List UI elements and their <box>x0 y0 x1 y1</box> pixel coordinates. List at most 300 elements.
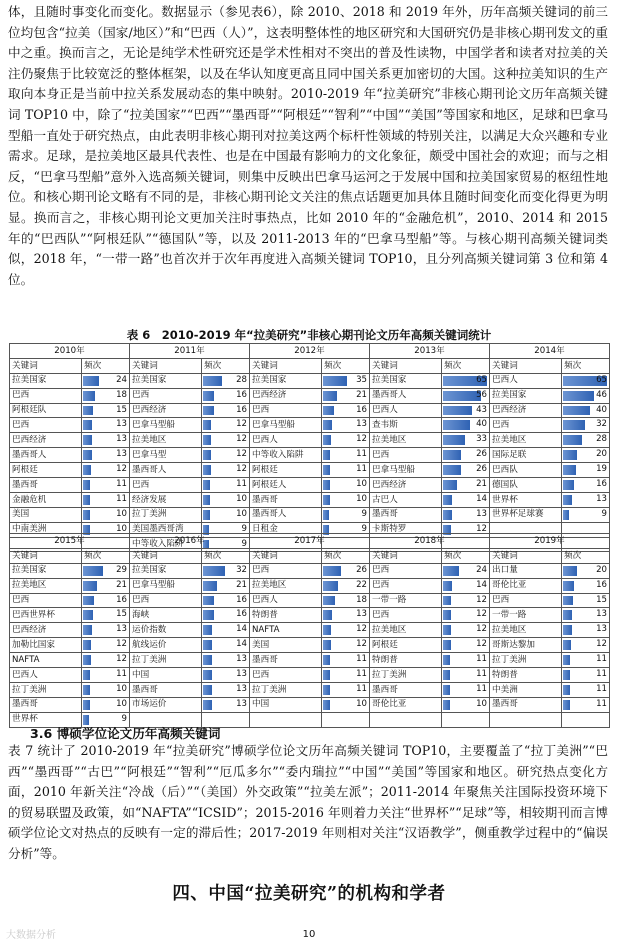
keyword-cell: 拉美地区 <box>370 433 442 448</box>
frequency-cell <box>322 623 370 638</box>
frequency-bar <box>83 495 90 505</box>
table-row <box>10 403 610 418</box>
table-row <box>10 492 610 507</box>
frequency-bar <box>443 700 450 710</box>
frequency-bar <box>83 581 97 591</box>
frequency-cell <box>322 682 370 697</box>
frequency-bar <box>323 406 334 416</box>
frequency-bar <box>323 596 335 606</box>
keyword-cell: 巴西 <box>250 668 322 683</box>
frequency-value: 11 <box>236 479 247 490</box>
frequency-cell <box>202 563 250 578</box>
frequency-cell <box>202 448 250 463</box>
keyword-cell: 世界杯 <box>10 712 82 727</box>
keyword-cell: 巴西人 <box>10 668 82 683</box>
frequency-bar <box>443 566 459 576</box>
frequency-cell <box>442 697 490 712</box>
keyword-cell: 拉美地区 <box>10 578 82 593</box>
frequency-bar <box>563 480 574 490</box>
frequency-cell <box>562 478 610 493</box>
frequency-cell <box>82 463 130 478</box>
keyword-cell: 特朗普 <box>370 653 442 668</box>
frequency-cell <box>562 653 610 668</box>
page-number: 10 <box>302 929 316 940</box>
keyword-cell: 巴西经济 <box>130 403 202 418</box>
frequency-value: 14 <box>476 493 487 504</box>
keyword-cell: 拉美国家 <box>490 388 562 403</box>
frequency-column-header: 频次 <box>442 548 490 563</box>
frequency-value: 12 <box>476 639 487 650</box>
frequency-cell <box>82 403 130 418</box>
frequency-cell <box>562 563 610 578</box>
year-header: 2019年 <box>490 534 610 549</box>
frequency-value: 12 <box>236 434 247 445</box>
frequency-bar <box>83 450 92 460</box>
frequency-bar <box>83 465 91 475</box>
frequency-cell <box>562 463 610 478</box>
frequency-bar <box>323 391 337 401</box>
keyword-table-2015-2019 <box>9 533 610 728</box>
frequency-value: 16 <box>596 579 607 590</box>
frequency-cell <box>82 448 130 463</box>
frequency-cell <box>82 653 130 668</box>
frequency-cell <box>562 697 610 712</box>
frequency-cell <box>562 578 610 593</box>
frequency-value: 11 <box>116 479 127 490</box>
frequency-cell <box>82 623 130 638</box>
frequency-value: 11 <box>596 683 607 694</box>
frequency-bar <box>563 700 570 710</box>
frequency-bar <box>443 610 451 620</box>
keyword-cell: 拉美国家 <box>370 373 442 388</box>
table-row <box>10 388 610 403</box>
frequency-value: 12 <box>236 419 247 430</box>
keyword-cell: 拉美国家 <box>130 563 202 578</box>
keyword-cell: 市场运价 <box>130 697 202 712</box>
frequency-cell <box>82 433 130 448</box>
keyword-cell: 巴西 <box>370 578 442 593</box>
frequency-value: 12 <box>356 639 367 650</box>
frequency-bar <box>323 376 347 386</box>
year-header: 2017年 <box>250 534 370 549</box>
frequency-bar <box>323 510 329 520</box>
frequency-bar <box>83 655 91 665</box>
frequency-cell <box>322 433 370 448</box>
keyword-cell: 海峡 <box>130 608 202 623</box>
keyword-cell: 阿根廷 <box>370 638 442 653</box>
keyword-table-2010-2014 <box>9 343 610 552</box>
frequency-bar <box>323 581 338 591</box>
keyword-cell: 墨西哥人 <box>10 448 82 463</box>
frequency-cell <box>82 478 130 493</box>
frequency-value: 32 <box>596 419 607 430</box>
frequency-cell <box>82 492 130 507</box>
frequency-bar <box>323 700 330 710</box>
frequency-value: 10 <box>116 683 127 694</box>
frequency-column-header: 频次 <box>562 358 610 373</box>
frequency-cell <box>322 608 370 623</box>
keyword-cell: 墨西哥人 <box>130 463 202 478</box>
frequency-value: 9 <box>361 523 367 534</box>
frequency-cell <box>562 682 610 697</box>
frequency-bar <box>203 420 211 430</box>
frequency-cell <box>322 418 370 433</box>
keyword-cell: 巴西经济 <box>370 478 442 493</box>
keyword-column-header: 关键词 <box>250 548 322 563</box>
frequency-cell <box>562 638 610 653</box>
frequency-value: 12 <box>356 434 367 445</box>
frequency-cell <box>202 593 250 608</box>
frequency-bar <box>203 480 210 490</box>
frequency-bar <box>563 625 572 635</box>
frequency-cell <box>322 463 370 478</box>
frequency-cell <box>202 682 250 697</box>
keyword-cell: 中国 <box>250 697 322 712</box>
keyword-cell: 巴西人 <box>370 403 442 418</box>
frequency-bar <box>323 420 332 430</box>
keyword-cell: 巴西 <box>130 593 202 608</box>
frequency-value: 65 <box>476 374 487 385</box>
frequency-cell <box>322 478 370 493</box>
frequency-value: 9 <box>241 523 247 534</box>
keyword-cell: 墨西哥 <box>490 697 562 712</box>
frequency-value: 14 <box>236 624 247 635</box>
frequency-value: 24 <box>476 564 487 575</box>
keyword-cell: 中国 <box>130 668 202 683</box>
empty-cell <box>370 712 442 727</box>
frequency-cell <box>82 578 130 593</box>
frequency-cell <box>442 388 490 403</box>
frequency-bar <box>203 465 211 475</box>
frequency-value: 11 <box>476 683 487 694</box>
frequency-value: 32 <box>236 564 247 575</box>
frequency-cell <box>442 608 490 623</box>
frequency-value: 12 <box>596 639 607 650</box>
keyword-cell: 卡斯特罗 <box>370 522 442 537</box>
frequency-cell <box>82 638 130 653</box>
frequency-bar <box>83 596 94 606</box>
frequency-column-header: 频次 <box>442 358 490 373</box>
keyword-cell: 巴西 <box>370 563 442 578</box>
frequency-bar <box>83 685 90 695</box>
keyword-cell: 美国墨西哥湾 <box>130 522 202 537</box>
frequency-bar <box>563 610 572 620</box>
frequency-value: 20 <box>596 564 607 575</box>
frequency-value: 46 <box>596 389 607 400</box>
frequency-bar <box>203 685 212 695</box>
frequency-cell <box>322 638 370 653</box>
keyword-cell: 墨西哥 <box>370 507 442 522</box>
frequency-cell <box>442 492 490 507</box>
frequency-value: 22 <box>356 579 367 590</box>
frequency-value: 10 <box>356 479 367 490</box>
frequency-value: 11 <box>476 669 487 680</box>
frequency-value: 13 <box>116 419 127 430</box>
keyword-column-header: 关键词 <box>370 548 442 563</box>
empty-cell <box>322 712 370 727</box>
frequency-bar <box>323 480 330 490</box>
keyword-cell: 拉美国家 <box>10 373 82 388</box>
keyword-cell: 阿根廷人 <box>250 478 322 493</box>
frequency-value: 13 <box>116 434 127 445</box>
keyword-cell: 巴西经济 <box>10 623 82 638</box>
keyword-cell: 拉美地区 <box>130 433 202 448</box>
year-header: 2011年 <box>130 344 250 359</box>
frequency-value: 16 <box>356 404 367 415</box>
frequency-value: 11 <box>356 449 367 460</box>
frequency-bar <box>83 625 92 635</box>
chapter-title: 四、中国“拉美研究”的机构和学者 <box>172 884 446 904</box>
frequency-bar <box>203 700 212 710</box>
frequency-cell <box>322 593 370 608</box>
frequency-bar <box>323 450 330 460</box>
frequency-value: 12 <box>476 594 487 605</box>
frequency-bar <box>443 640 451 650</box>
frequency-cell <box>562 448 610 463</box>
frequency-value: 14 <box>476 579 487 590</box>
keyword-column-header: 关键词 <box>490 548 562 563</box>
table-row <box>10 507 610 522</box>
frequency-bar <box>563 495 572 505</box>
frequency-cell <box>202 478 250 493</box>
frequency-value: 12 <box>356 624 367 635</box>
keyword-cell: 墨西哥 <box>10 478 82 493</box>
keyword-cell: 运价指数 <box>130 623 202 638</box>
frequency-bar <box>203 566 225 576</box>
frequency-value: 21 <box>356 389 367 400</box>
frequency-bar <box>203 596 214 606</box>
frequency-cell <box>562 608 610 623</box>
keyword-cell: 金融危机 <box>10 492 82 507</box>
frequency-cell <box>82 608 130 623</box>
frequency-cell <box>442 403 490 418</box>
frequency-bar <box>563 465 576 475</box>
keyword-cell: 特朗普 <box>250 608 322 623</box>
frequency-bar <box>83 610 93 620</box>
frequency-bar <box>83 566 103 576</box>
frequency-value: 9 <box>361 508 367 519</box>
keyword-cell: 中等收入陷阱 <box>130 537 202 552</box>
table-row <box>10 478 610 493</box>
frequency-bar <box>563 510 569 520</box>
frequency-cell <box>202 578 250 593</box>
frequency-bar <box>203 510 210 520</box>
keyword-cell: 查韦斯 <box>370 418 442 433</box>
keyword-cell: 墨西哥 <box>130 682 202 697</box>
keyword-cell: 加勒比国家 <box>10 638 82 653</box>
frequency-cell <box>82 697 130 712</box>
table-row <box>10 682 610 697</box>
frequency-bar <box>203 495 210 505</box>
keyword-cell: 墨西哥 <box>250 653 322 668</box>
frequency-cell <box>562 433 610 448</box>
frequency-bar <box>563 406 590 416</box>
frequency-value: 16 <box>596 479 607 490</box>
table-row <box>10 653 610 668</box>
keyword-cell: 拉美国家 <box>10 563 82 578</box>
frequency-value: 12 <box>236 449 247 460</box>
keyword-cell: 巴拿马型船 <box>370 463 442 478</box>
frequency-bar <box>563 670 570 680</box>
frequency-bar <box>203 625 212 635</box>
frequency-bar <box>443 510 452 520</box>
frequency-cell <box>82 388 130 403</box>
frequency-bar <box>83 391 95 401</box>
frequency-cell <box>442 668 490 683</box>
frequency-cell <box>562 403 610 418</box>
frequency-bar <box>563 581 574 591</box>
frequency-cell <box>322 668 370 683</box>
frequency-cell <box>442 463 490 478</box>
frequency-value: 21 <box>116 579 127 590</box>
year-header: 2012年 <box>250 344 370 359</box>
frequency-bar <box>563 685 570 695</box>
frequency-value: 15 <box>596 594 607 605</box>
frequency-bar <box>203 435 211 445</box>
frequency-cell <box>202 433 250 448</box>
keyword-cell: 拉丁美洲 <box>490 653 562 668</box>
keyword-cell: 拉美国家 <box>250 373 322 388</box>
frequency-bar <box>323 670 330 680</box>
keyword-cell: 巴拿马型 <box>130 448 202 463</box>
frequency-value: 9 <box>601 508 607 519</box>
frequency-cell <box>82 593 130 608</box>
year-header: 2014年 <box>490 344 610 359</box>
watermark-logo: 大数据分析 <box>6 930 56 941</box>
frequency-cell <box>202 653 250 668</box>
frequency-value: 10 <box>476 698 487 709</box>
frequency-cell <box>202 403 250 418</box>
frequency-value: 19 <box>596 464 607 475</box>
keyword-cell: 拉美地区 <box>250 578 322 593</box>
frequency-bar <box>443 581 452 591</box>
keyword-cell: 哥伦比亚 <box>490 578 562 593</box>
frequency-bar <box>443 406 472 416</box>
frequency-bar <box>83 510 90 520</box>
keyword-cell: 经济发展 <box>130 492 202 507</box>
keyword-cell: 特朗普 <box>490 668 562 683</box>
keyword-cell: 巴西 <box>130 478 202 493</box>
keyword-cell: 墨西哥人 <box>250 507 322 522</box>
keyword-cell: NAFTA <box>250 623 322 638</box>
frequency-column-header: 频次 <box>82 548 130 563</box>
frequency-bar <box>203 655 212 665</box>
frequency-bar <box>443 495 452 505</box>
frequency-value: 26 <box>356 564 367 575</box>
frequency-bar <box>83 640 91 650</box>
frequency-value: 13 <box>596 624 607 635</box>
frequency-value: 12 <box>476 624 487 635</box>
keyword-cell: 古巴人 <box>370 492 442 507</box>
frequency-cell <box>322 403 370 418</box>
frequency-cell <box>442 448 490 463</box>
frequency-column-header: 频次 <box>202 358 250 373</box>
frequency-cell <box>322 492 370 507</box>
keyword-cell: 拉美国家 <box>130 373 202 388</box>
empty-cell <box>250 712 322 727</box>
frequency-cell <box>202 638 250 653</box>
table-row <box>10 463 610 478</box>
frequency-cell <box>202 697 250 712</box>
frequency-bar <box>443 420 470 430</box>
frequency-value: 13 <box>356 609 367 620</box>
frequency-bar <box>323 495 330 505</box>
frequency-value: 10 <box>116 508 127 519</box>
frequency-bar <box>83 700 90 710</box>
frequency-value: 11 <box>356 654 367 665</box>
keyword-cell: 美国 <box>250 638 322 653</box>
keyword-cell: 巴西 <box>370 608 442 623</box>
frequency-column-header: 频次 <box>202 548 250 563</box>
frequency-cell <box>562 623 610 638</box>
frequency-bar <box>323 566 341 576</box>
frequency-value: 65 <box>596 374 607 385</box>
keyword-column-header: 关键词 <box>250 358 322 373</box>
frequency-value: 11 <box>596 669 607 680</box>
keyword-cell: 拉丁美洲 <box>130 507 202 522</box>
frequency-value: 11 <box>476 654 487 665</box>
keyword-column-header: 关键词 <box>130 548 202 563</box>
frequency-bar <box>443 655 450 665</box>
keyword-column-header: 关键词 <box>130 358 202 373</box>
frequency-value: 9 <box>121 713 127 724</box>
frequency-bar <box>443 435 465 445</box>
keyword-cell: NAFTA <box>10 653 82 668</box>
keyword-cell: 中等收入陷阱 <box>250 448 322 463</box>
frequency-bar <box>203 450 211 460</box>
keyword-cell: 拉美地区 <box>490 623 562 638</box>
frequency-value: 12 <box>116 464 127 475</box>
frequency-bar <box>443 670 450 680</box>
frequency-column-header: 频次 <box>82 358 130 373</box>
frequency-bar <box>563 420 585 430</box>
frequency-bar <box>563 640 571 650</box>
frequency-bar <box>323 610 332 620</box>
frequency-column-header: 频次 <box>562 548 610 563</box>
keyword-cell: 巴西 <box>10 388 82 403</box>
frequency-value: 12 <box>236 464 247 475</box>
keyword-cell: 巴西经济 <box>10 433 82 448</box>
frequency-value: 24 <box>116 374 127 385</box>
frequency-cell <box>322 507 370 522</box>
table-row <box>10 433 610 448</box>
frequency-cell <box>442 563 490 578</box>
frequency-value: 16 <box>236 594 247 605</box>
frequency-value: 35 <box>356 374 367 385</box>
frequency-value: 16 <box>236 404 247 415</box>
keyword-cell: 巴西人 <box>250 593 322 608</box>
frequency-bar <box>323 640 331 650</box>
frequency-value: 11 <box>116 493 127 504</box>
keyword-cell: 一带一路 <box>490 608 562 623</box>
frequency-cell <box>322 373 370 388</box>
frequency-value: 26 <box>476 449 487 460</box>
keyword-cell: 哥斯达黎加 <box>490 638 562 653</box>
frequency-bar <box>443 480 457 490</box>
table-row <box>10 578 610 593</box>
keyword-cell: 中南美洲 <box>10 522 82 537</box>
frequency-cell <box>442 418 490 433</box>
keyword-cell: 拉丁美洲 <box>130 653 202 668</box>
frequency-cell <box>562 373 610 388</box>
frequency-value: 11 <box>356 683 367 694</box>
frequency-value: 56 <box>476 389 487 400</box>
year-header: 2015年 <box>10 534 130 549</box>
frequency-cell <box>322 563 370 578</box>
year-header: 2018年 <box>370 534 490 549</box>
frequency-bar <box>83 406 93 416</box>
frequency-cell <box>442 507 490 522</box>
